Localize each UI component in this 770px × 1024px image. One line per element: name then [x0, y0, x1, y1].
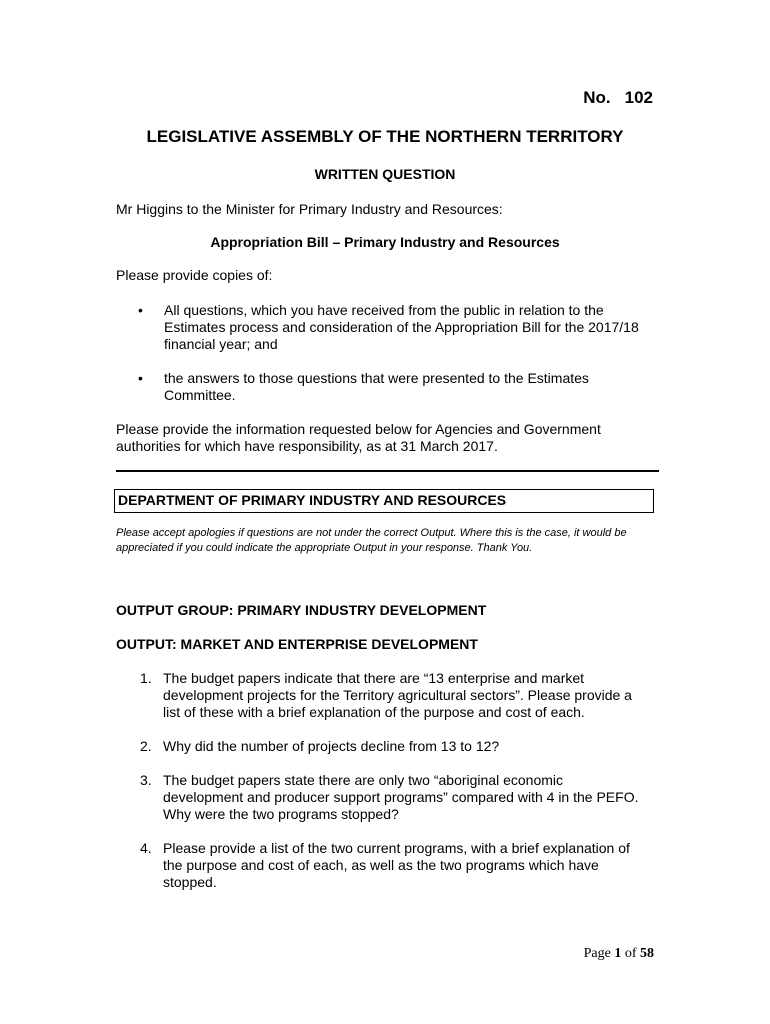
question-number-value: 102: [624, 88, 653, 107]
question-item: [116, 670, 646, 721]
question-item-number: 2.: [140, 738, 152, 754]
question-item-text: The budget papers state there are only two “aboriginal economic development and producer support programs” compared with 4 in the PEFO. Why were the two programs stopped?: [163, 772, 639, 822]
bullet-text: All questions, which you have received from the public in relation to the Estimates process and consideration of the Appropriation Bill for the 2017/18 financial year; and: [164, 302, 639, 352]
question-number-label: No.: [583, 88, 611, 107]
bullet-marker: •: [138, 302, 143, 318]
question-item-text: The budget papers indicate that there are “13 enterprise and market development projects for the Territory agricultural sectors”. Please provide a list of these with a brief explanation of the purpose and cost of each.: [163, 670, 632, 720]
list-item: [116, 370, 661, 404]
question-item-text: Why did the number of projects decline from 13 to 12?: [163, 738, 500, 754]
department-title-box: DEPARTMENT OF PRIMARY INDUSTRY AND RESOURCES: [114, 489, 654, 513]
assembly-title: LEGISLATIVE ASSEMBLY OF THE NORTHERN TERRITORY: [146, 127, 624, 146]
question-item-number: 3.: [140, 772, 152, 788]
subject-heading: Appropriation Bill – Primary Industry and Resources: [210, 234, 560, 250]
apology-note: Please accept apologies if questions are not under the correct Output. Where this is the case, it would be appreciated if you could indicate the appropriate Output in your response. Thank You.: [116, 527, 627, 554]
question-item-text: Please provide a list of the two current programs, with a brief explanation of the purpose and cost of each, as well as the two programs which have stopped.: [163, 840, 630, 890]
page-footer: [584, 946, 654, 962]
request-line: Please provide copies of:: [116, 267, 273, 283]
of-word: of: [624, 946, 637, 961]
horizontal-divider: [116, 470, 659, 472]
list-item: [116, 302, 661, 353]
bullet-marker: •: [138, 370, 143, 386]
info-request-paragraph: Please provide the information requested below for Agencies and Government authorities for which have responsibility, as at 31 March 2017.: [116, 421, 601, 454]
document-type: WRITTEN QUESTION: [314, 166, 456, 182]
question-number: [583, 88, 653, 108]
request-bullet-list: [116, 302, 661, 421]
page-current: 1: [614, 946, 622, 961]
output-group-heading: OUTPUT GROUP: PRIMARY INDUSTRY DEVELOPMENT: [116, 602, 487, 618]
output-heading: OUTPUT: MARKET AND ENTERPRISE DEVELOPMENT: [116, 636, 478, 652]
from-to-line: Mr Higgins to the Minister for Primary Industry and Resources:: [116, 201, 503, 217]
question-item: [116, 840, 646, 891]
question-item-number: 1.: [140, 670, 152, 686]
bullet-text: the answers to those questions that were presented to the Estimates Committee.: [164, 370, 589, 403]
question-item-number: 4.: [140, 840, 152, 856]
question-list: [116, 670, 646, 908]
page-word: Page: [583, 946, 611, 961]
question-item: [116, 738, 646, 755]
question-item: [116, 772, 646, 823]
page-total: 58: [640, 946, 654, 961]
